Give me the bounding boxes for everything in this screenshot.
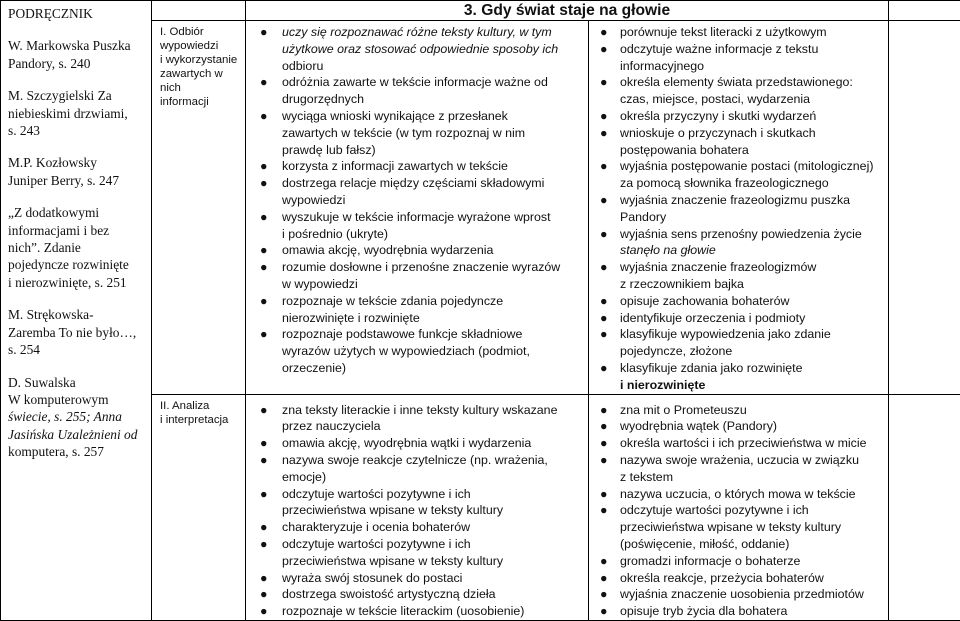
bullet-icon: ● bbox=[600, 108, 608, 123]
requirement-item bbox=[589, 452, 888, 486]
bullet-icon: ● bbox=[600, 402, 608, 417]
section-name-line: wypowiedzi bbox=[160, 40, 219, 52]
requirement-line: korzysta z informacji zawartych w tekście bbox=[282, 159, 508, 174]
bullet-icon: ● bbox=[260, 293, 268, 308]
requirement-item bbox=[246, 326, 588, 376]
bullet-icon: ● bbox=[260, 536, 268, 551]
bullet-icon: ● bbox=[260, 176, 268, 191]
requirement-line: klasyfikuje zdania jako rozwinięte bbox=[620, 360, 803, 375]
requirement-item bbox=[246, 108, 588, 158]
requirement-line: informacyjnego bbox=[620, 58, 705, 73]
requirement-line: porównuje tekst literacki z użytkowym bbox=[620, 25, 827, 39]
heading-row bbox=[1, 1, 960, 21]
bullet-icon: ● bbox=[600, 310, 608, 325]
requirement-line: rozpoznaje w tekście literackim (uosobienie) bbox=[282, 604, 525, 619]
extended-requirements-list-1 bbox=[589, 21, 888, 394]
requirement-line: określa elementy świata przedstawionego: bbox=[620, 75, 853, 90]
requirement-line: odczytuje wartości pozytywne i ich bbox=[620, 503, 809, 518]
bullet-icon: ● bbox=[260, 243, 268, 258]
requirement-line: zna mit o Prometeuszu bbox=[620, 402, 747, 417]
requirement-line: wyrazów użytych w wypowiedziach (podmiot, bbox=[282, 344, 530, 359]
requirement-line: wnioskuje o przyczynach i skutkach bbox=[620, 125, 816, 140]
requirement-line: wyodrębnia wątek (Pandory) bbox=[620, 419, 778, 434]
requirement-item bbox=[589, 41, 888, 75]
requirement-line: wyjaśnia postępowanie postaci (mitologicznej) bbox=[620, 159, 874, 174]
bullet-icon: ● bbox=[600, 486, 608, 501]
requirement-line: określa reakcje, przeżycia bohaterów bbox=[620, 570, 824, 585]
requirement-line: zawartych w tekście (w tym rozpoznaj w nim bbox=[282, 125, 526, 140]
basic-requirements-list-1 bbox=[246, 21, 588, 377]
requirement-item bbox=[589, 74, 888, 108]
requirement-line: wyjaśnia sens przenośny powiedzenia życie bbox=[620, 226, 862, 241]
bullet-icon: ● bbox=[260, 486, 268, 501]
section-name-line: I. Odbiór bbox=[160, 26, 204, 38]
requirement-line: użytkowe oraz stosować odpowiednie sposoby ich bbox=[282, 41, 559, 56]
requirement-item bbox=[589, 586, 888, 603]
requirement-line: z rzeczownikiem bajka bbox=[620, 276, 744, 291]
bullet-icon: ● bbox=[600, 41, 608, 56]
requirement-item bbox=[589, 402, 888, 419]
bullet-icon: ● bbox=[600, 260, 608, 275]
requirement-line: wyciąga wnioski wynikające z przesłanek bbox=[282, 108, 508, 123]
requirement-line: odczytuje wartości pozytywne i ich bbox=[282, 536, 471, 551]
bullet-icon: ● bbox=[260, 604, 268, 619]
requirement-line: (poświęcenie, miłość, oddanie) bbox=[620, 536, 790, 551]
reference-line: D. Suwalska bbox=[8, 374, 76, 390]
requirement-line: rozpoznaje w tekście zdania pojedyncze bbox=[282, 293, 504, 308]
requirement-line: pojedyncze, złożone bbox=[620, 344, 733, 359]
empty-cell-1 bbox=[889, 21, 960, 395]
heading-spacer-cell-right bbox=[889, 1, 960, 21]
requirement-line: prawdę lub fałsz) bbox=[282, 142, 376, 157]
requirement-item bbox=[589, 435, 888, 452]
textbook-references bbox=[1, 1, 151, 461]
requirement-line: odróżnia zawarte w tekście informacje ważne od bbox=[282, 75, 548, 90]
requirement-item bbox=[246, 452, 588, 486]
bullet-icon: ● bbox=[260, 260, 268, 275]
reference-line: W. Markowska Puszka bbox=[8, 38, 131, 54]
reference-line: Zaremba To nie było…, bbox=[8, 324, 137, 340]
requirement-item bbox=[589, 226, 888, 260]
requirement-item bbox=[246, 486, 588, 520]
requirement-line: charakteryzuje i ocenia bohaterów bbox=[282, 520, 471, 535]
bullet-icon: ● bbox=[260, 520, 268, 535]
section-name-line: i interpretacja bbox=[160, 413, 229, 426]
requirement-item bbox=[246, 536, 588, 570]
reference-line: W komputerowym bbox=[8, 391, 109, 407]
section-name-line: i wykorzystanie bbox=[160, 54, 238, 66]
requirement-item bbox=[589, 24, 888, 41]
requirement-line: identyfikuje orzeczenia i podmioty bbox=[620, 310, 806, 325]
bullet-icon: ● bbox=[600, 125, 608, 140]
extended-requirements-cell-2 bbox=[589, 394, 889, 620]
requirement-line: wyraża swój stosunek do postaci bbox=[282, 570, 463, 585]
bullet-icon: ● bbox=[600, 553, 608, 568]
reference-entry bbox=[8, 204, 149, 291]
requirement-line: i pośrednio (ukryte) bbox=[282, 226, 389, 241]
requirement-item bbox=[589, 418, 888, 435]
requirement-line: za pomocą słownika frazeologicznego bbox=[620, 176, 829, 191]
requirement-line: odczytuje ważne informacje z tekstu bbox=[620, 41, 819, 56]
reference-line: Pandory, s. 240 bbox=[8, 55, 91, 71]
requirement-item bbox=[589, 486, 888, 503]
requirement-line: wyszukuje w tekście informacje wyrażone wprost bbox=[282, 209, 551, 224]
bullet-icon: ● bbox=[260, 402, 268, 417]
bullet-icon: ● bbox=[600, 419, 608, 434]
requirement-line: określa wartości i ich przeciwieństwa w micie bbox=[620, 436, 867, 451]
bullet-icon: ● bbox=[260, 159, 268, 174]
requirement-item bbox=[246, 519, 588, 536]
reference-line: M.P. Kozłowsky bbox=[8, 155, 97, 171]
requirement-item bbox=[589, 293, 888, 310]
requirement-line: emocje) bbox=[282, 469, 327, 484]
reference-line: „Z dodatkowymi bbox=[8, 205, 100, 221]
requirement-line: dostrzega relacje między częściami składowymi bbox=[282, 176, 545, 191]
requirement-item bbox=[246, 586, 588, 603]
requirement-line: drugorzędnych bbox=[282, 92, 364, 107]
requirement-line: przeciwieństwa wpisane w teksty kultury bbox=[620, 520, 842, 535]
section-name-line: II. Analiza bbox=[160, 399, 210, 412]
bullet-icon: ● bbox=[600, 226, 608, 241]
reference-line: s. 243 bbox=[8, 123, 40, 139]
requirement-item bbox=[246, 402, 588, 436]
basic-requirements-cell-1 bbox=[246, 21, 589, 395]
requirement-item bbox=[589, 158, 888, 192]
reference-line: nich”. Zdanie bbox=[8, 240, 81, 256]
requirement-item bbox=[589, 553, 888, 570]
reference-line: niebieskimi drzwiami, bbox=[8, 105, 128, 121]
bullet-icon: ● bbox=[260, 570, 268, 585]
requirement-item bbox=[246, 293, 588, 327]
requirement-line: i nierozwinięte bbox=[620, 377, 706, 392]
reference-line: pojedyncze rozwinięte bbox=[8, 257, 129, 273]
section-name-reception bbox=[152, 21, 245, 109]
requirement-item bbox=[589, 326, 888, 360]
requirement-line: określa przyczyny i skutki wydarzeń bbox=[620, 108, 817, 123]
requirement-line: czas, miejsce, postaci, wydarzenia bbox=[620, 92, 811, 107]
requirement-item bbox=[246, 570, 588, 587]
requirement-line: przeciwieństwa wpisane w teksty kultury bbox=[282, 553, 504, 568]
bullet-icon: ● bbox=[600, 587, 608, 602]
requirement-line: nazywa swoje wrażenia, uczucia w związku bbox=[620, 452, 859, 467]
bullet-icon: ● bbox=[260, 452, 268, 467]
requirement-line: wyjaśnia znaczenie frazeologizmu puszka bbox=[620, 192, 851, 207]
reference-line: Jasińska Uzależnieni od bbox=[8, 426, 138, 442]
section-name-cell-2 bbox=[152, 394, 246, 620]
references-cell bbox=[1, 1, 152, 621]
requirement-item bbox=[246, 175, 588, 209]
basic-requirements-list-2 bbox=[246, 395, 588, 620]
bullet-icon: ● bbox=[260, 327, 268, 342]
requirement-line: nazywa uczucia, o których mowa w tekście bbox=[620, 486, 856, 501]
requirement-line: z tekstem bbox=[620, 469, 674, 484]
requirement-item bbox=[246, 259, 588, 293]
reference-line: informacjami i bez bbox=[8, 222, 110, 238]
bullet-icon: ● bbox=[600, 360, 608, 375]
bullet-icon: ● bbox=[600, 25, 608, 39]
section-title: 3. Gdy świat staje na głowie bbox=[246, 1, 889, 21]
requirement-item bbox=[246, 74, 588, 108]
requirement-line: w wypowiedzi bbox=[282, 276, 358, 291]
requirement-line: odczytuje wartości pozytywne i ich bbox=[282, 486, 471, 501]
requirement-item bbox=[246, 242, 588, 259]
requirement-line: zna teksty literackie i inne teksty kultury wskazane bbox=[282, 402, 558, 417]
reference-line: M. Szczygielski Za bbox=[8, 88, 112, 104]
reference-line: PODRĘCZNIK bbox=[8, 6, 93, 21]
requirement-line: omawia akcję, wyodrębnia wydarzenia bbox=[282, 243, 494, 258]
bullet-icon: ● bbox=[260, 587, 268, 602]
requirement-line: klasyfikuje wypowiedzenia jako zdanie bbox=[620, 327, 831, 342]
requirement-line: odbioru bbox=[282, 58, 324, 73]
bullet-icon: ● bbox=[600, 192, 608, 207]
bullet-icon: ● bbox=[600, 570, 608, 585]
section-name-analysis bbox=[152, 395, 245, 427]
bullet-icon: ● bbox=[260, 209, 268, 224]
reference-entry bbox=[8, 87, 149, 139]
requirement-item bbox=[246, 603, 588, 620]
reference-entry bbox=[8, 154, 149, 189]
requirement-line: rozpoznaje podstawowe funkcje składniowe bbox=[282, 327, 523, 342]
requirement-line: gromadzi informacje o bohaterze bbox=[620, 553, 801, 568]
basic-requirements-cell-2 bbox=[246, 394, 589, 620]
reference-line: i nierozwinięte, s. 251 bbox=[8, 274, 127, 290]
bullet-icon: ● bbox=[260, 436, 268, 451]
requirement-line: przeciwieństwa wpisane w teksty kultury bbox=[282, 503, 504, 518]
requirement-line: uczy się rozpoznawać różne teksty kultury, w tym bbox=[282, 25, 552, 39]
requirement-line: wyjaśnia znaczenie uosobienia przedmiotów bbox=[620, 587, 864, 602]
requirement-item bbox=[589, 192, 888, 226]
bullet-icon: ● bbox=[600, 75, 608, 90]
requirement-line: opisuje zachowania bohaterów bbox=[620, 293, 790, 308]
section-name-cell-1 bbox=[152, 21, 246, 395]
requirement-line: dostrzega swoistość artystyczną dzieła bbox=[282, 587, 496, 602]
requirement-line: omawia akcję, wyodrębnia wątki i wydarzenia bbox=[282, 436, 532, 451]
requirement-line: Pandory bbox=[620, 209, 667, 224]
requirement-line: wyjaśnia znaczenie frazeologizmów bbox=[620, 260, 817, 275]
reference-line: M. Strękowska- bbox=[8, 307, 94, 323]
bullet-icon: ● bbox=[260, 75, 268, 90]
requirement-line: stanęło na głowie bbox=[620, 243, 716, 258]
bullet-icon: ● bbox=[600, 327, 608, 342]
section-name-line: nich bbox=[160, 82, 181, 94]
reference-entry bbox=[8, 5, 149, 22]
requirement-line: opisuje tryb życia dla bohatera bbox=[620, 604, 788, 619]
extended-requirements-cell-1 bbox=[589, 21, 889, 395]
requirement-item bbox=[589, 108, 888, 125]
bullet-icon: ● bbox=[260, 25, 268, 39]
requirement-item bbox=[589, 570, 888, 587]
requirement-item bbox=[246, 158, 588, 175]
requirement-item bbox=[246, 209, 588, 243]
requirement-item bbox=[589, 125, 888, 159]
requirement-item bbox=[246, 435, 588, 452]
requirement-line: postępowania bohatera bbox=[620, 142, 749, 157]
reference-entry bbox=[8, 374, 149, 461]
requirement-line: rozumie dosłowne i przenośne znaczenie wyrazów bbox=[282, 260, 561, 275]
requirement-line: nazywa swoje reakcje czytelnicze (np. wrażenia, bbox=[282, 452, 548, 467]
section-name-line: informacji bbox=[160, 96, 209, 108]
reference-entry bbox=[8, 37, 149, 72]
reference-line: s. 254 bbox=[8, 342, 40, 358]
reference-entry bbox=[8, 306, 149, 358]
requirement-line: przez nauczyciela bbox=[282, 419, 381, 434]
heading-spacer-cell bbox=[152, 1, 246, 21]
bullet-icon: ● bbox=[600, 293, 608, 308]
requirement-item bbox=[246, 24, 588, 74]
requirement-item bbox=[589, 603, 888, 620]
requirement-item bbox=[589, 310, 888, 327]
bullet-icon: ● bbox=[600, 452, 608, 467]
extended-requirements-list-2 bbox=[589, 395, 888, 620]
bullet-icon: ● bbox=[600, 503, 608, 518]
requirement-line: nierozwinięte i rozwinięte bbox=[282, 310, 420, 325]
bullet-icon: ● bbox=[600, 159, 608, 174]
empty-cell-2 bbox=[889, 394, 960, 620]
reference-line: komputera, s. 257 bbox=[8, 444, 104, 460]
bullet-icon: ● bbox=[260, 108, 268, 123]
reference-line: Juniper Berry, s. 247 bbox=[8, 172, 120, 188]
section-name-line: zawartych w bbox=[160, 68, 223, 80]
requirement-item bbox=[589, 360, 888, 394]
bullet-icon: ● bbox=[600, 604, 608, 619]
requirement-line: orzeczenie) bbox=[282, 360, 347, 375]
bullet-icon: ● bbox=[600, 436, 608, 451]
requirement-line: wypowiedzi bbox=[282, 192, 346, 207]
reference-line: świecie, s. 255; Anna bbox=[8, 409, 122, 425]
requirement-item bbox=[589, 502, 888, 552]
requirement-item bbox=[589, 259, 888, 293]
